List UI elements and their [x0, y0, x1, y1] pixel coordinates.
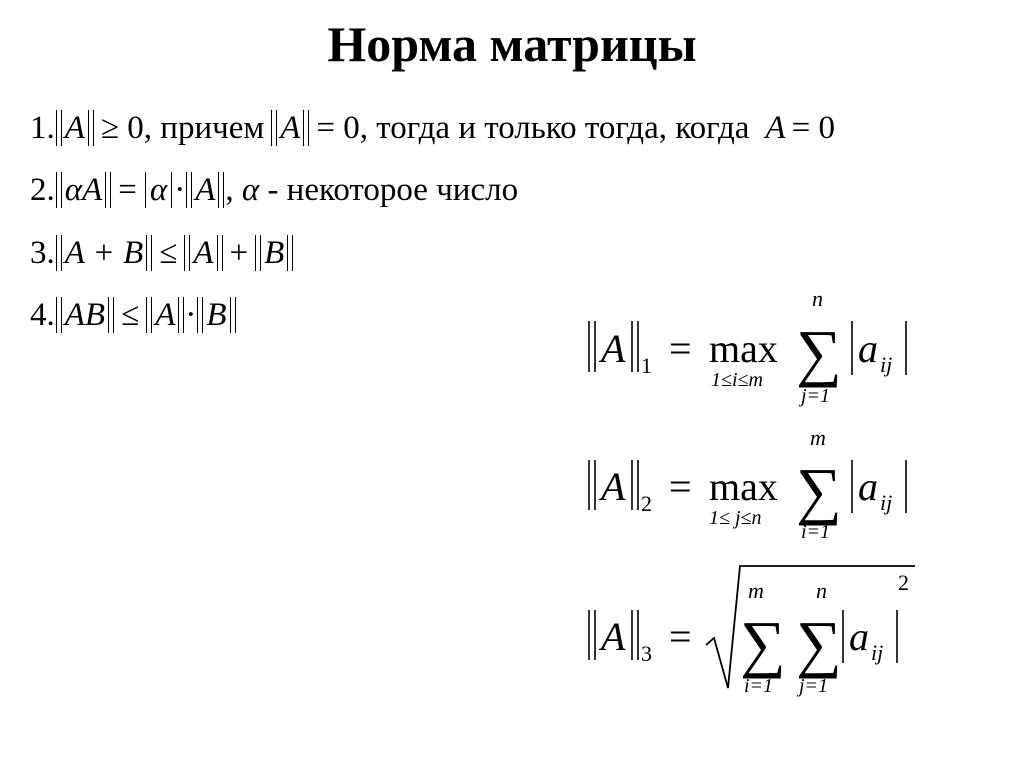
- sum-upper-limit: n: [812, 286, 823, 311]
- property-text: ≥ 0, причем: [100, 110, 265, 146]
- max-range: 1≤i≤m: [711, 369, 763, 391]
- element-symbol: a: [858, 326, 878, 371]
- sum-upper-limit: m: [810, 425, 826, 450]
- property-text: = 0, тогда и только тогда, когда: [316, 110, 750, 146]
- matrix-symbol: A: [280, 110, 301, 146]
- operator: ·: [185, 297, 197, 333]
- scaled-matrix: αA: [64, 172, 103, 208]
- matrix-symbol: B: [264, 235, 285, 271]
- matrix-symbol: A: [193, 235, 214, 271]
- element-subscript: ij: [880, 352, 893, 377]
- sum-lower-limit: i=1: [801, 521, 831, 543]
- sum-lower-limit: j=1: [799, 675, 829, 697]
- norm-2-formula: [589, 425, 906, 543]
- operator: +: [229, 235, 249, 271]
- matrix-symbol: A: [195, 172, 216, 208]
- max-operator: max: [709, 326, 778, 371]
- sum-symbol: ∑: [796, 317, 842, 388]
- matrix-symbol: A: [601, 326, 626, 371]
- matrix-symbol: A: [601, 614, 626, 659]
- matrix-symbol: A: [601, 464, 626, 509]
- alpha-symbol: α: [241, 172, 260, 208]
- equals-sign: =: [669, 614, 692, 659]
- norm-index: 1: [641, 353, 652, 378]
- element-subscript: ij: [880, 490, 893, 515]
- element-symbol: a: [858, 464, 878, 509]
- sum-expression: A + B: [64, 235, 144, 271]
- property-text: - некоторое число: [267, 172, 519, 208]
- matrix-symbol: B: [206, 297, 227, 333]
- property-number: 2.: [30, 172, 55, 208]
- element-subscript: ij: [871, 640, 884, 665]
- equals-sign: =: [669, 326, 692, 371]
- operator: =: [118, 172, 137, 208]
- sum-lower-limit: i=1: [744, 675, 774, 697]
- sum-symbol: ∑: [796, 455, 842, 526]
- property-number: 4.: [30, 297, 55, 333]
- power-exponent: 2: [898, 570, 909, 595]
- slide-title: Норма матрицы: [327, 16, 697, 72]
- sum-upper-limit: n: [816, 578, 827, 603]
- sum-lower-limit: j=1: [801, 385, 831, 407]
- operator: ·: [174, 172, 186, 208]
- element-symbol: a: [849, 614, 869, 659]
- norm-index: 2: [641, 491, 652, 516]
- comma: ,: [225, 172, 234, 208]
- equals-sign: =: [669, 464, 692, 509]
- sum-symbol: ∑: [796, 608, 842, 679]
- product-expression: AB: [64, 297, 106, 333]
- alpha-symbol: α: [149, 172, 168, 208]
- property-text: = 0: [791, 110, 835, 146]
- sum-symbol: ∑: [740, 608, 786, 679]
- max-range: 1≤ j≤n: [709, 507, 762, 529]
- operator: ≤: [159, 235, 178, 271]
- operator: ≤: [121, 297, 140, 333]
- property-number: 3.: [30, 235, 55, 271]
- norm-1-formula: [589, 286, 906, 407]
- max-operator: max: [709, 464, 778, 509]
- matrix-symbol: A: [155, 297, 176, 333]
- norm-3-formula: [589, 566, 915, 697]
- norm-index: 3: [641, 641, 652, 666]
- property-number: 1.: [30, 110, 55, 146]
- matrix-symbol: A: [765, 110, 786, 146]
- sum-upper-limit: m: [748, 578, 764, 603]
- matrix-symbol: A: [64, 110, 85, 146]
